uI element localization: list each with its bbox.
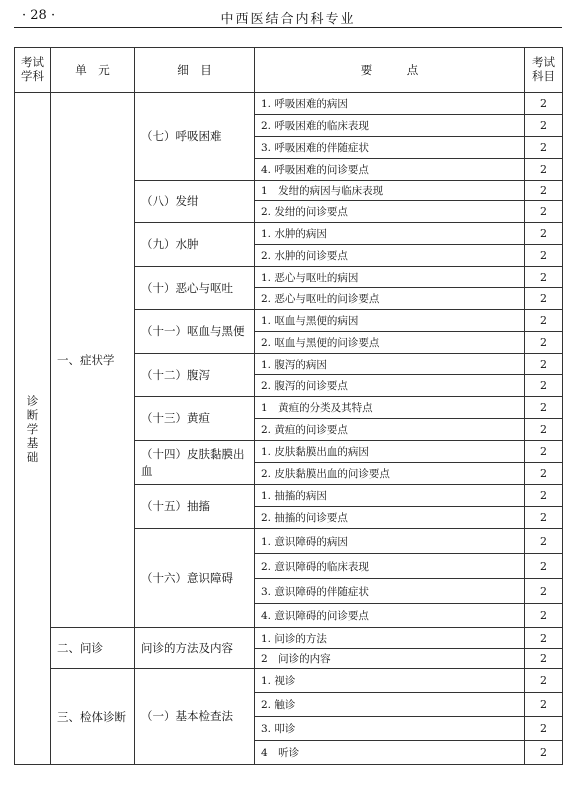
item-cell: （七）呼吸困难	[135, 93, 255, 181]
item-cell: （十六）意识障碍	[135, 529, 255, 628]
level-cell: 2	[525, 93, 563, 115]
level-cell: 2	[525, 529, 563, 554]
level-cell: 2	[525, 507, 563, 529]
point-cell: 1. 腹泻的病因	[255, 354, 525, 375]
level-cell: 2	[525, 554, 563, 579]
level-cell: 2	[525, 115, 563, 137]
point-cell: 3. 叩诊	[255, 717, 525, 741]
point-cell: 1. 抽搐的病因	[255, 485, 525, 507]
point-cell: 2. 腹泻的问诊要点	[255, 375, 525, 397]
item-cell: （一）基本检查法	[135, 669, 255, 765]
page-number: · 28 ·	[22, 8, 56, 23]
level-cell: 2	[525, 579, 563, 604]
col-header-subject: 考试学科	[15, 48, 51, 93]
level-cell: 2	[525, 649, 563, 669]
point-cell: 2. 呼吸困难的临床表现	[255, 115, 525, 137]
point-cell: 3. 呼吸困难的伴随症状	[255, 137, 525, 159]
point-cell: 2. 恶心与呕吐的问诊要点	[255, 288, 525, 310]
page-header	[14, 6, 562, 28]
point-cell: 1. 问诊的方法	[255, 628, 525, 649]
point-cell: 1. 视诊	[255, 669, 525, 693]
level-cell: 2	[525, 419, 563, 441]
level-cell: 2	[525, 310, 563, 332]
col-header-points: 要 点	[255, 48, 525, 93]
table-row	[15, 93, 563, 115]
point-cell: 2 问诊的内容	[255, 649, 525, 669]
level-cell: 2	[525, 485, 563, 507]
level-cell: 2	[525, 267, 563, 288]
unit-cell: 二、问诊	[51, 628, 135, 669]
level-cell: 2	[525, 223, 563, 245]
point-cell: 2. 黄疸的问诊要点	[255, 419, 525, 441]
level-cell: 2	[525, 717, 563, 741]
level-cell: 2	[525, 332, 563, 354]
level-cell: 2	[525, 741, 563, 765]
item-cell: （十四）皮肤黏膜出血	[135, 441, 255, 485]
table-header-row	[15, 48, 563, 93]
level-cell: 2	[525, 628, 563, 649]
point-cell: 2. 水肿的问诊要点	[255, 245, 525, 267]
page-title: 中西医结合内科专业	[220, 12, 356, 27]
item-cell: （十五）抽搐	[135, 485, 255, 529]
point-cell: 2. 呕血与黑便的问诊要点	[255, 332, 525, 354]
item-cell: （九）水肿	[135, 223, 255, 267]
unit-cell: 三、检体诊断	[51, 669, 135, 765]
point-cell: 1. 意识障碍的病因	[255, 529, 525, 554]
header-rule	[14, 27, 562, 28]
level-cell: 2	[525, 137, 563, 159]
item-cell: （十二）腹泻	[135, 354, 255, 397]
level-cell: 2	[525, 463, 563, 485]
level-cell: 2	[525, 375, 563, 397]
point-cell: 1. 皮肤黏膜出血的病因	[255, 441, 525, 463]
point-cell: 4 听诊	[255, 741, 525, 765]
table-row	[15, 669, 563, 693]
level-cell: 2	[525, 354, 563, 375]
level-cell: 2	[525, 441, 563, 463]
unit-cell: 一、症状学	[51, 93, 135, 628]
point-cell: 1 发绀的病因与临床表现	[255, 181, 525, 201]
item-cell: （十一）呕血与黑便	[135, 310, 255, 354]
point-cell: 1. 水肿的病因	[255, 223, 525, 245]
point-cell: 2. 意识障碍的临床表现	[255, 554, 525, 579]
point-cell: 4. 呼吸困难的问诊要点	[255, 159, 525, 181]
level-cell: 2	[525, 159, 563, 181]
item-cell: （十三）黄疸	[135, 397, 255, 441]
syllabus-table	[14, 47, 563, 765]
level-cell: 2	[525, 604, 563, 628]
level-cell: 2	[525, 245, 563, 267]
level-cell: 2	[525, 181, 563, 201]
subject-cell: 诊断学基础	[15, 93, 51, 765]
point-cell: 2. 抽搐的问诊要点	[255, 507, 525, 529]
level-cell: 2	[525, 693, 563, 717]
point-cell: 1 黄疸的分类及其特点	[255, 397, 525, 419]
level-cell: 2	[525, 669, 563, 693]
level-cell: 2	[525, 288, 563, 310]
col-header-level: 考试科目	[525, 48, 563, 93]
point-cell: 2. 触诊	[255, 693, 525, 717]
point-cell: 1. 恶心与呕吐的病因	[255, 267, 525, 288]
col-header-unit: 单 元	[51, 48, 135, 93]
point-cell: 1. 呼吸困难的病因	[255, 93, 525, 115]
table-row	[15, 628, 563, 649]
point-cell: 2. 皮肤黏膜出血的问诊要点	[255, 463, 525, 485]
item-cell: 问诊的方法及内容	[135, 628, 255, 669]
point-cell: 2. 发绀的问诊要点	[255, 201, 525, 223]
point-cell: 1. 呕血与黑便的病因	[255, 310, 525, 332]
point-cell: 3. 意识障碍的伴随症状	[255, 579, 525, 604]
level-cell: 2	[525, 201, 563, 223]
item-cell: （十）恶心与呕吐	[135, 267, 255, 310]
col-header-item: 细 目	[135, 48, 255, 93]
level-cell: 2	[525, 397, 563, 419]
item-cell: （八）发绀	[135, 181, 255, 223]
point-cell: 4. 意识障碍的问诊要点	[255, 604, 525, 628]
syllabus-body	[15, 93, 563, 765]
